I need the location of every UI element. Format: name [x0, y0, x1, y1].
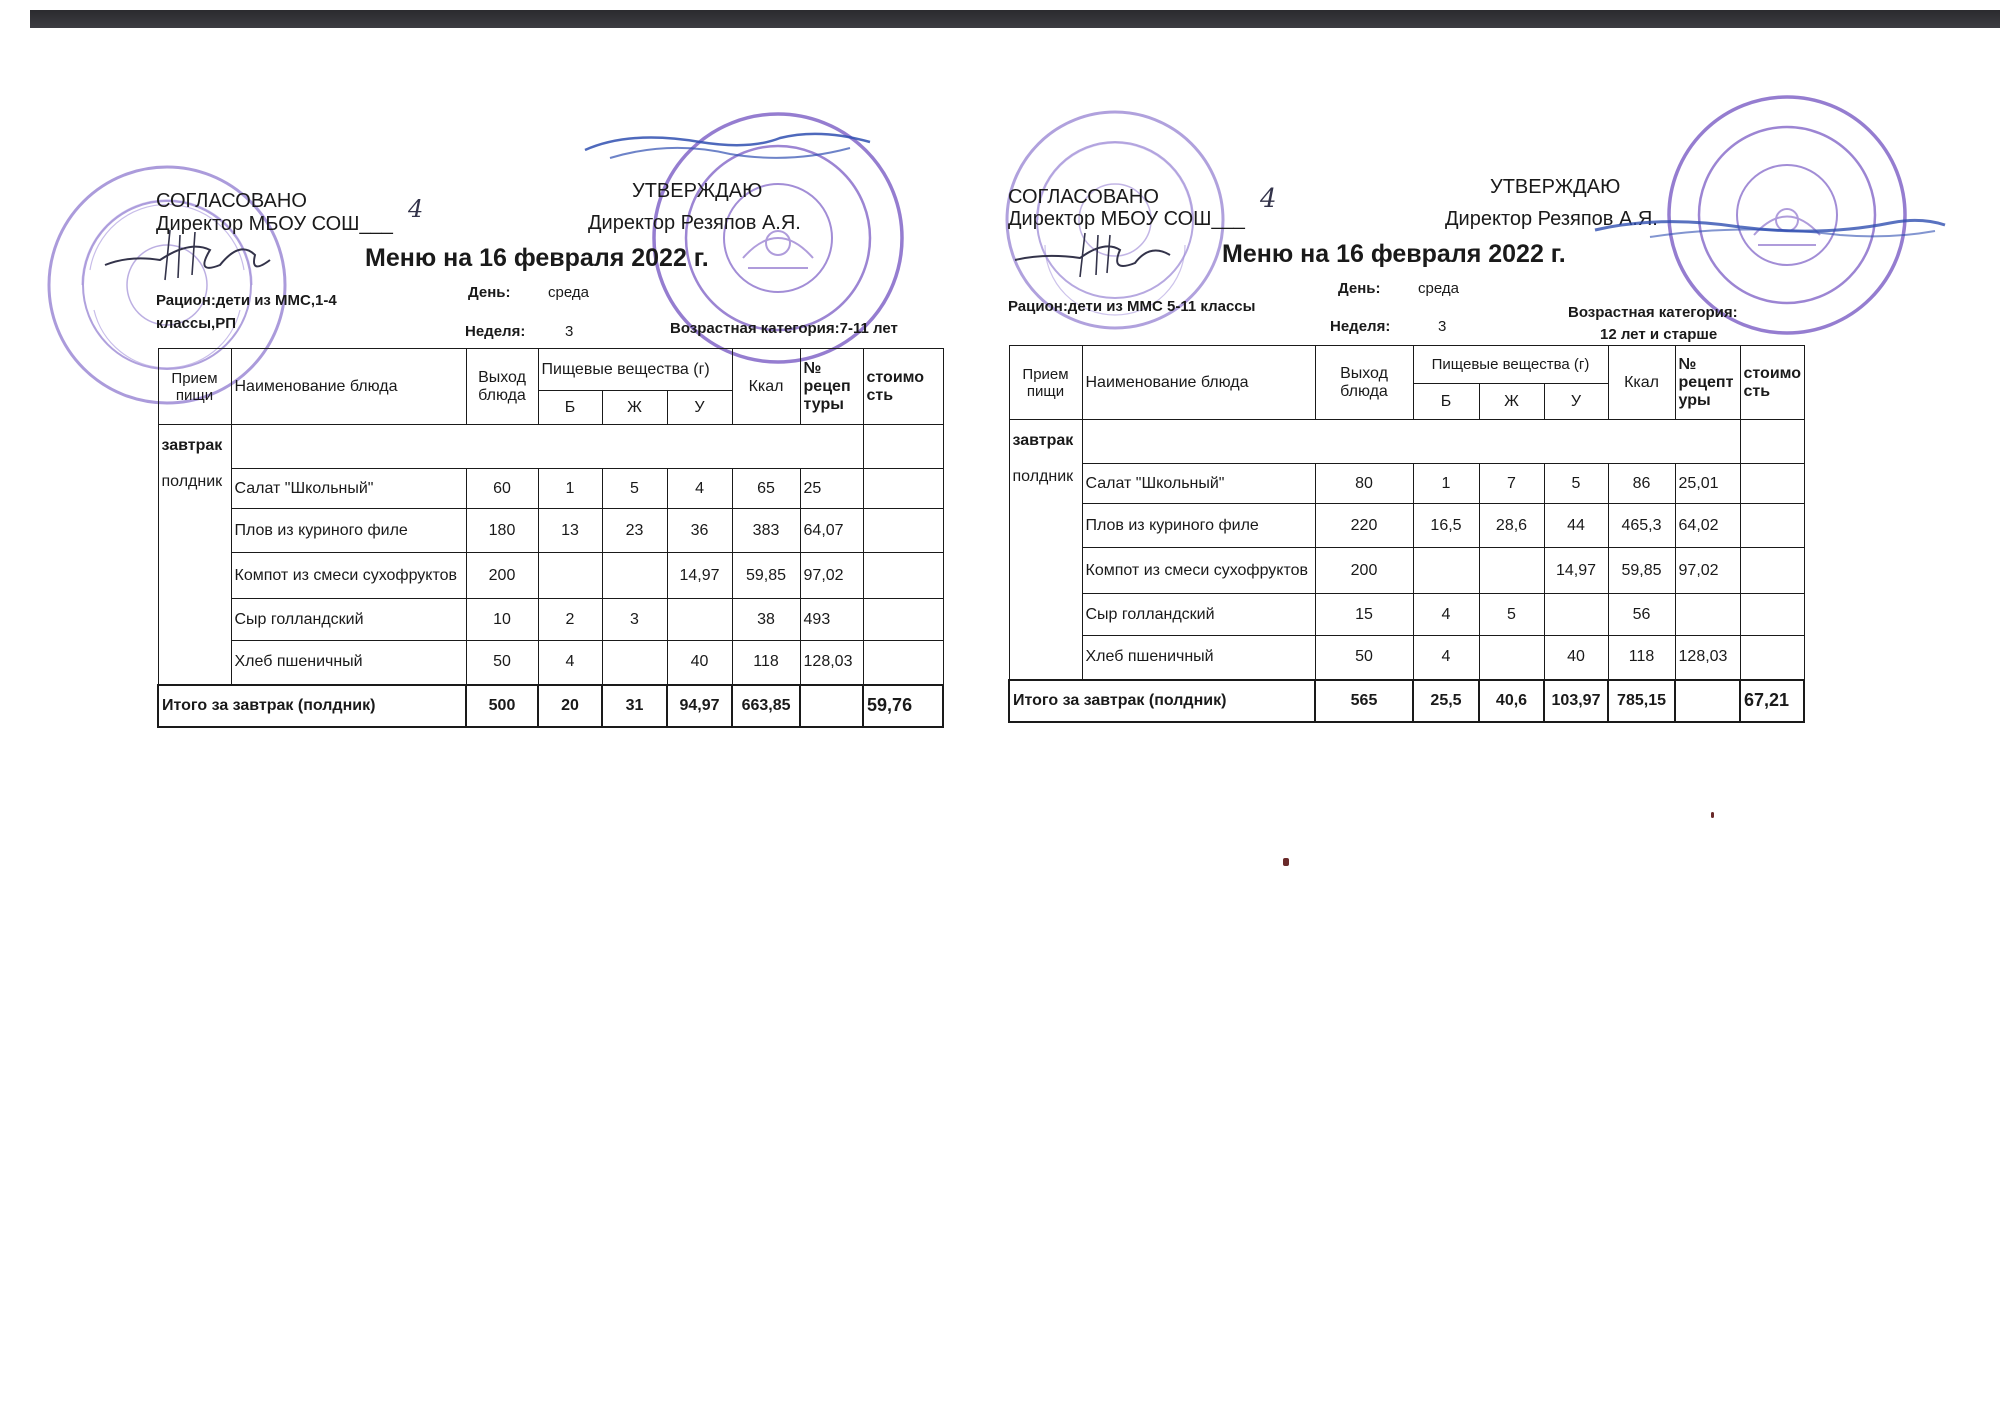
total-fats: 31: [602, 685, 667, 727]
total-label: Итого за завтрак (полдник): [158, 685, 466, 727]
dish-cost: [1740, 636, 1804, 680]
total-carbs: 103,97: [1544, 680, 1608, 722]
director-signature: [1010, 225, 1180, 290]
ration-label-line2: классы,РП: [156, 315, 237, 332]
header-meal: Прием пищи: [158, 349, 231, 425]
total-cost: 59,76: [863, 685, 943, 727]
dish-recipe: 64,02: [1675, 504, 1740, 548]
dish-name: Хлеб пшеничный: [1082, 636, 1315, 680]
total-yield: 565: [1315, 680, 1413, 722]
dish-proteins: 2: [538, 599, 602, 641]
dish-cost: [863, 599, 943, 641]
dish-kcal: 38: [732, 599, 800, 641]
dish-cost: [863, 509, 943, 553]
dish-cost: [1740, 548, 1804, 594]
dish-kcal: 118: [1608, 636, 1675, 680]
table-row: [1009, 464, 1804, 504]
header-cost: стоимо сть: [1740, 346, 1804, 420]
dish-kcal: 59,85: [732, 553, 800, 599]
total-kcal: 663,85: [732, 685, 800, 727]
header-yield: Выход блюда: [1315, 346, 1413, 420]
dish-carbs: 44: [1544, 504, 1608, 548]
dish-fats: [602, 553, 667, 599]
menu-sheet-right: [970, 0, 1802, 760]
total-carbs: 94,97: [667, 685, 732, 727]
header-carbs: У: [1544, 384, 1608, 420]
table-row: [158, 599, 943, 641]
agreed-heading: СОГЛАСОВАНО: [1008, 186, 1159, 208]
header-dish-name: Наименование блюда: [231, 349, 466, 425]
dish-proteins: [1413, 548, 1479, 594]
dish-yield: 10: [466, 599, 538, 641]
spacer-cell: [231, 425, 863, 469]
dish-recipe: 25,01: [1675, 464, 1740, 504]
age-category: Возрастная категория:: [1568, 304, 1738, 321]
dish-carbs: 14,97: [1544, 548, 1608, 594]
dish-carbs: 14,97: [667, 553, 732, 599]
approval-signature: [580, 120, 880, 185]
table-row: [158, 469, 943, 509]
week-label: Неделя:: [465, 323, 526, 340]
dish-carbs: 36: [667, 509, 732, 553]
table-row: [1009, 636, 1804, 680]
dish-kcal: 465,3: [1608, 504, 1675, 548]
total-label: Итого за завтрак (полдник): [1009, 680, 1315, 722]
meal-breakfast: завтрак: [1012, 432, 1074, 449]
paper-speck: [1711, 812, 1714, 818]
dish-recipe: 97,02: [800, 553, 863, 599]
dish-carbs: 40: [667, 641, 732, 685]
dish-fats: [602, 641, 667, 685]
dish-recipe: [1675, 594, 1740, 636]
table-row: [1009, 548, 1804, 594]
approve-heading: УТВЕРЖДАЮ: [1490, 176, 1621, 198]
dish-kcal: 56: [1608, 594, 1675, 636]
dish-yield: 80: [1315, 464, 1413, 504]
header-proteins: Б: [538, 391, 602, 425]
total-row: [1009, 680, 1804, 722]
menu-table: [157, 348, 944, 728]
dish-cost: [1740, 464, 1804, 504]
spacer-cost: [863, 425, 943, 469]
header-meal: Прием пищи: [1009, 346, 1082, 420]
entrepreneur-stamp: [1662, 90, 1912, 340]
dish-kcal: 65: [732, 469, 800, 509]
dish-yield: 200: [1315, 548, 1413, 594]
total-cost: 67,21: [1740, 680, 1804, 722]
dish-recipe: 493: [800, 599, 863, 641]
header-carbs: У: [667, 391, 732, 425]
spacer-cell: [1082, 420, 1740, 464]
day-value: среда: [548, 284, 589, 301]
meal-snack: полдник: [161, 473, 223, 490]
dish-name: Салат "Школьный": [231, 469, 466, 509]
table-row: [158, 553, 943, 599]
dish-name: Сыр голландский: [1082, 594, 1315, 636]
day-label: День:: [1338, 280, 1381, 297]
dish-kcal: 86: [1608, 464, 1675, 504]
dish-proteins: 1: [1413, 464, 1479, 504]
header-kcal: Ккал: [732, 349, 800, 425]
dish-recipe: 97,02: [1675, 548, 1740, 594]
dish-fats: 23: [602, 509, 667, 553]
total-row: [158, 685, 943, 727]
header-dish-name: Наименование блюда: [1082, 346, 1315, 420]
ration-label: Рацион:дети из ММС,1-4: [156, 292, 337, 309]
dish-yield: 220: [1315, 504, 1413, 548]
menu-table: [1008, 345, 1805, 723]
dish-cost: [863, 469, 943, 509]
week-value: 3: [1438, 318, 1447, 335]
dish-recipe: 128,03: [1675, 636, 1740, 680]
total-proteins: 20: [538, 685, 602, 727]
table-row: [1009, 594, 1804, 636]
meal-snack: полдник: [1012, 468, 1074, 485]
dish-proteins: 1: [538, 469, 602, 509]
menu-sheet-left: [120, 0, 940, 760]
header-recipe-no: № рецеп туры: [800, 349, 863, 425]
dish-name: Сыр голландский: [231, 599, 466, 641]
dish-carbs: [667, 599, 732, 641]
total-kcal: 785,15: [1608, 680, 1675, 722]
header-yield: Выход блюда: [466, 349, 538, 425]
dish-recipe: 25: [800, 469, 863, 509]
ration-label: Рацион:дети из ММС 5-11 классы: [1008, 298, 1256, 315]
dish-carbs: [1544, 594, 1608, 636]
total-fats: 40,6: [1479, 680, 1544, 722]
approve-by: Директор Резяпов А.Я.: [588, 212, 801, 234]
dish-carbs: 4: [667, 469, 732, 509]
dish-yield: 50: [466, 641, 538, 685]
dish-fats: 5: [1479, 594, 1544, 636]
dish-proteins: 13: [538, 509, 602, 553]
total-proteins: 25,5: [1413, 680, 1479, 722]
header-recipe-no: № рецепт уры: [1675, 346, 1740, 420]
menu-title: Меню на 16 февраля 2022 г.: [365, 244, 709, 272]
header-cost: стоимо сть: [863, 349, 943, 425]
dish-yield: 15: [1315, 594, 1413, 636]
dish-yield: 60: [466, 469, 538, 509]
dish-yield: 50: [1315, 636, 1413, 680]
dish-kcal: 59,85: [1608, 548, 1675, 594]
table-row: [158, 641, 943, 685]
approve-heading: УТВЕРЖДАЮ: [632, 180, 763, 202]
header-proteins: Б: [1413, 384, 1479, 420]
meal-cell: [158, 425, 231, 685]
dish-name: Плов из куриного филе: [1082, 504, 1315, 548]
menu-title: Меню на 16 февраля 2022 г.: [1222, 240, 1566, 268]
table-row: [1009, 504, 1804, 548]
header-nutrients: Пищевые вещества (г): [538, 349, 732, 391]
dish-recipe: 128,03: [800, 641, 863, 685]
day-label: День:: [468, 284, 511, 301]
header-fats: Ж: [1479, 384, 1544, 420]
dish-fats: 28,6: [1479, 504, 1544, 548]
dish-fats: [1479, 636, 1544, 680]
dish-fats: [1479, 548, 1544, 594]
spacer-cost: [1740, 420, 1804, 464]
dish-cost: [863, 641, 943, 685]
total-recipe: [1675, 680, 1740, 722]
paper-speck: [1283, 858, 1289, 866]
dish-name: Компот из смеси сухофруктов: [231, 553, 466, 599]
header-fats: Ж: [602, 391, 667, 425]
meal-breakfast: завтрак: [161, 437, 223, 454]
dish-kcal: 118: [732, 641, 800, 685]
dish-proteins: 4: [1413, 594, 1479, 636]
dish-fats: 3: [602, 599, 667, 641]
dish-cost: [1740, 504, 1804, 548]
meal-cell: [1009, 420, 1082, 680]
dish-yield: 200: [466, 553, 538, 599]
dish-name: Компот из смеси сухофруктов: [1082, 548, 1315, 594]
dish-fats: 5: [602, 469, 667, 509]
dish-proteins: 16,5: [1413, 504, 1479, 548]
dish-yield: 180: [466, 509, 538, 553]
header-nutrients: Пищевые вещества (г): [1413, 346, 1608, 384]
dish-recipe: 64,07: [800, 509, 863, 553]
total-recipe: [800, 685, 863, 727]
agreed-heading: СОГЛАСОВАНО: [156, 190, 307, 212]
dish-carbs: 40: [1544, 636, 1608, 680]
dish-name: Салат "Школьный": [1082, 464, 1315, 504]
day-value: среда: [1418, 280, 1459, 297]
handwritten-school-number: 4: [1260, 184, 1277, 214]
dish-cost: [863, 553, 943, 599]
dish-proteins: [538, 553, 602, 599]
age-category: Возрастная категория:7-11 лет: [670, 320, 898, 337]
week-value: 3: [565, 323, 574, 340]
header-kcal: Ккал: [1608, 346, 1675, 420]
dish-kcal: 383: [732, 509, 800, 553]
total-yield: 500: [466, 685, 538, 727]
handwritten-school-number: 4: [408, 195, 424, 223]
dish-name: Плов из куриного филе: [231, 509, 466, 553]
dish-carbs: 5: [1544, 464, 1608, 504]
dish-proteins: 4: [1413, 636, 1479, 680]
dish-proteins: 4: [538, 641, 602, 685]
age-category-value: 12 лет и старше: [1600, 326, 1718, 343]
dish-name: Хлеб пшеничный: [231, 641, 466, 685]
week-label: Неделя:: [1330, 318, 1391, 335]
dish-cost: [1740, 594, 1804, 636]
agreed-by: Директор МБОУ СОШ___: [1008, 208, 1245, 230]
table-row: [158, 509, 943, 553]
dish-fats: 7: [1479, 464, 1544, 504]
agreed-by: Директор МБОУ СОШ___: [156, 213, 393, 235]
approve-by: Директор Резяпов А.Я.: [1445, 208, 1658, 230]
